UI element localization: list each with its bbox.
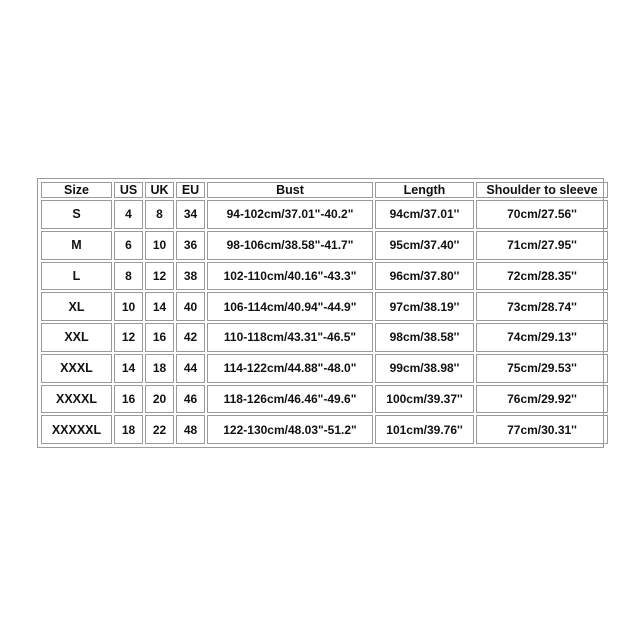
shoulder-to-sleeve-cell: 77cm/30.31'': [476, 415, 608, 444]
shoulder-to-sleeve-cell: 71cm/27.95'': [476, 231, 608, 260]
table-row: [41, 231, 608, 260]
size-cell: L: [41, 262, 112, 291]
size-chart: [37, 178, 604, 448]
length-cell: 97cm/38.19'': [375, 292, 474, 321]
table-row: [41, 200, 608, 229]
uk-cell: 14: [145, 292, 174, 321]
eu-cell: 46: [176, 385, 205, 414]
table-row: [41, 323, 608, 352]
header-shoulder-to-sleeve: Shoulder to sleeve: [476, 182, 608, 198]
uk-cell: 12: [145, 262, 174, 291]
eu-cell: 44: [176, 354, 205, 383]
us-cell: 6: [114, 231, 143, 260]
size-cell: XXXXXL: [41, 415, 112, 444]
bust-cell: 94-102cm/37.01"-40.2": [207, 200, 373, 229]
header-row: [41, 182, 608, 198]
us-cell: 4: [114, 200, 143, 229]
us-cell: 10: [114, 292, 143, 321]
header-eu: EU: [176, 182, 205, 198]
eu-cell: 36: [176, 231, 205, 260]
bust-cell: 122-130cm/48.03"-51.2": [207, 415, 373, 444]
size-cell: XXXL: [41, 354, 112, 383]
shoulder-to-sleeve-cell: 70cm/27.56'': [476, 200, 608, 229]
table-row: [41, 415, 608, 444]
size-cell: M: [41, 231, 112, 260]
table-row: [41, 354, 608, 383]
eu-cell: 34: [176, 200, 205, 229]
length-cell: 98cm/38.58'': [375, 323, 474, 352]
length-cell: 99cm/38.98'': [375, 354, 474, 383]
bust-cell: 114-122cm/44.88"-48.0": [207, 354, 373, 383]
eu-cell: 38: [176, 262, 205, 291]
table-row: [41, 385, 608, 414]
length-cell: 101cm/39.76'': [375, 415, 474, 444]
us-cell: 8: [114, 262, 143, 291]
size-cell: S: [41, 200, 112, 229]
bust-cell: 106-114cm/40.94"-44.9": [207, 292, 373, 321]
shoulder-to-sleeve-cell: 75cm/29.53'': [476, 354, 608, 383]
size-cell: XL: [41, 292, 112, 321]
size-chart-table: [39, 180, 610, 446]
uk-cell: 20: [145, 385, 174, 414]
eu-cell: 42: [176, 323, 205, 352]
length-cell: 95cm/37.40'': [375, 231, 474, 260]
shoulder-to-sleeve-cell: 73cm/28.74'': [476, 292, 608, 321]
shoulder-to-sleeve-cell: 76cm/29.92'': [476, 385, 608, 414]
us-cell: 18: [114, 415, 143, 444]
header-length: Length: [375, 182, 474, 198]
length-cell: 100cm/39.37'': [375, 385, 474, 414]
uk-cell: 16: [145, 323, 174, 352]
eu-cell: 48: [176, 415, 205, 444]
length-cell: 94cm/37.01'': [375, 200, 474, 229]
header-uk: UK: [145, 182, 174, 198]
uk-cell: 22: [145, 415, 174, 444]
bust-cell: 118-126cm/46.46"-49.6": [207, 385, 373, 414]
us-cell: 16: [114, 385, 143, 414]
header-us: US: [114, 182, 143, 198]
header-bust: Bust: [207, 182, 373, 198]
uk-cell: 8: [145, 200, 174, 229]
uk-cell: 18: [145, 354, 174, 383]
eu-cell: 40: [176, 292, 205, 321]
shoulder-to-sleeve-cell: 74cm/29.13'': [476, 323, 608, 352]
us-cell: 12: [114, 323, 143, 352]
size-cell: XXL: [41, 323, 112, 352]
header-size: Size: [41, 182, 112, 198]
bust-cell: 98-106cm/38.58"-41.7": [207, 231, 373, 260]
table-row: [41, 292, 608, 321]
table-row: [41, 262, 608, 291]
size-cell: XXXXL: [41, 385, 112, 414]
shoulder-to-sleeve-cell: 72cm/28.35'': [476, 262, 608, 291]
uk-cell: 10: [145, 231, 174, 260]
bust-cell: 110-118cm/43.31"-46.5": [207, 323, 373, 352]
length-cell: 96cm/37.80'': [375, 262, 474, 291]
us-cell: 14: [114, 354, 143, 383]
bust-cell: 102-110cm/40.16"-43.3": [207, 262, 373, 291]
